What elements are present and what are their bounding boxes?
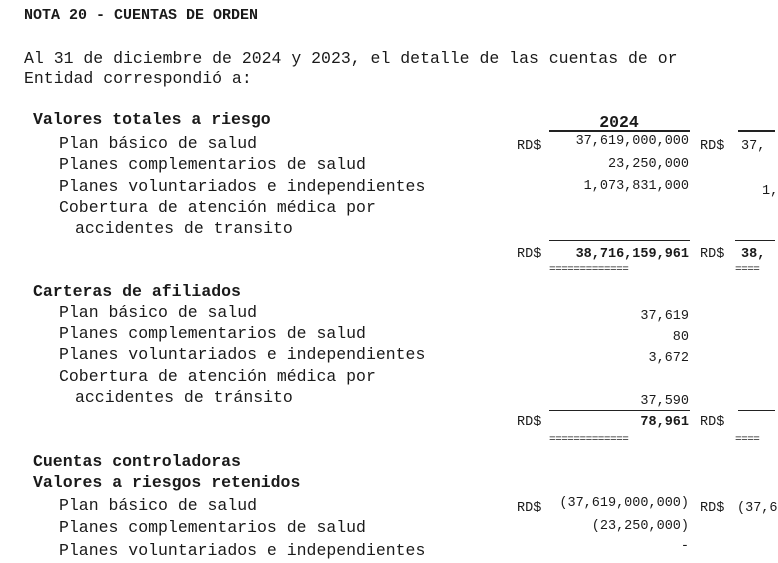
value-2023: (37,6 [737,501,778,516]
value-2024: 1,073,831,000 [583,179,689,194]
currency-symbol: RD$ [517,139,542,154]
line-item-label: Plan básico de salud [59,303,258,322]
column-header-2024: 2024 [599,113,639,132]
line-item-label: Cobertura de atención médica por [59,367,376,386]
section-heading: Valores totales a riesgo [33,110,271,129]
line-item-label: Planes voluntariados e independientes [59,345,426,364]
line-item-label: Planes complementarios de salud [59,518,366,537]
note-title: NOTA 20 - CUENTAS DE ORDEN [24,7,259,24]
line-item-label: Cobertura de atención médica por [59,198,376,217]
total-2023: 38, [741,247,766,262]
intro-line-1: Al 31 de diciembre de 2024 y 2023, el detalle de las cuentas de or [24,49,678,68]
total-2024: 38,716,159,961 [575,247,689,262]
subtotal-rule-2023 [738,410,775,411]
subtotal-rule [549,240,690,241]
currency-symbol: RD$ [517,501,542,516]
value-2024: 3,672 [648,351,689,366]
currency-symbol-2023: RD$ [700,247,725,262]
subtotal-rule-2023 [735,240,775,241]
value-2024: (23,250,000) [591,519,689,534]
double-rule-2023: ==== [735,264,760,276]
double-rule: ============= [549,264,629,276]
double-rule: ============= [549,434,629,446]
value-2024: - [680,539,689,554]
total-2024: 78,961 [640,415,689,430]
value-2024: 80 [672,330,689,345]
column-header-underline-2023 [738,130,775,132]
line-item-label-continued: accidentes de transito [75,219,293,238]
currency-symbol-2023: RD$ [700,501,725,516]
line-item-label: Planes voluntariados e independientes [59,541,426,560]
line-item-label: Plan básico de salud [59,496,258,515]
currency-symbol-2023: RD$ [700,139,725,154]
value-2024: 37,590 [640,394,689,409]
value-2024: 37,619,000,000 [575,134,689,149]
section-subheading: Valores a riesgos retenidos [33,473,301,492]
line-item-label: Plan básico de salud [59,134,258,153]
double-rule-2023: ==== [735,434,760,446]
section-heading: Carteras de afiliados [33,282,241,301]
value-2024: 23,250,000 [607,157,689,172]
section-heading: Cuentas controladoras [33,452,241,471]
value-2023: 1, [762,184,778,199]
currency-symbol: RD$ [517,247,542,262]
currency-symbol-2023: RD$ [700,415,725,430]
value-2023: 37, [741,139,766,154]
value-2024: (37,619,000,000) [559,496,689,511]
subtotal-rule [549,410,690,411]
line-item-label: Planes complementarios de salud [59,324,366,343]
line-item-label: Planes complementarios de salud [59,155,366,174]
line-item-label: Planes voluntariados e independientes [59,177,426,196]
intro-line-2: Entidad correspondió a: [24,69,252,88]
currency-symbol: RD$ [517,415,542,430]
value-2024: 37,619 [640,309,689,324]
line-item-label-continued: accidentes de tránsito [75,388,293,407]
